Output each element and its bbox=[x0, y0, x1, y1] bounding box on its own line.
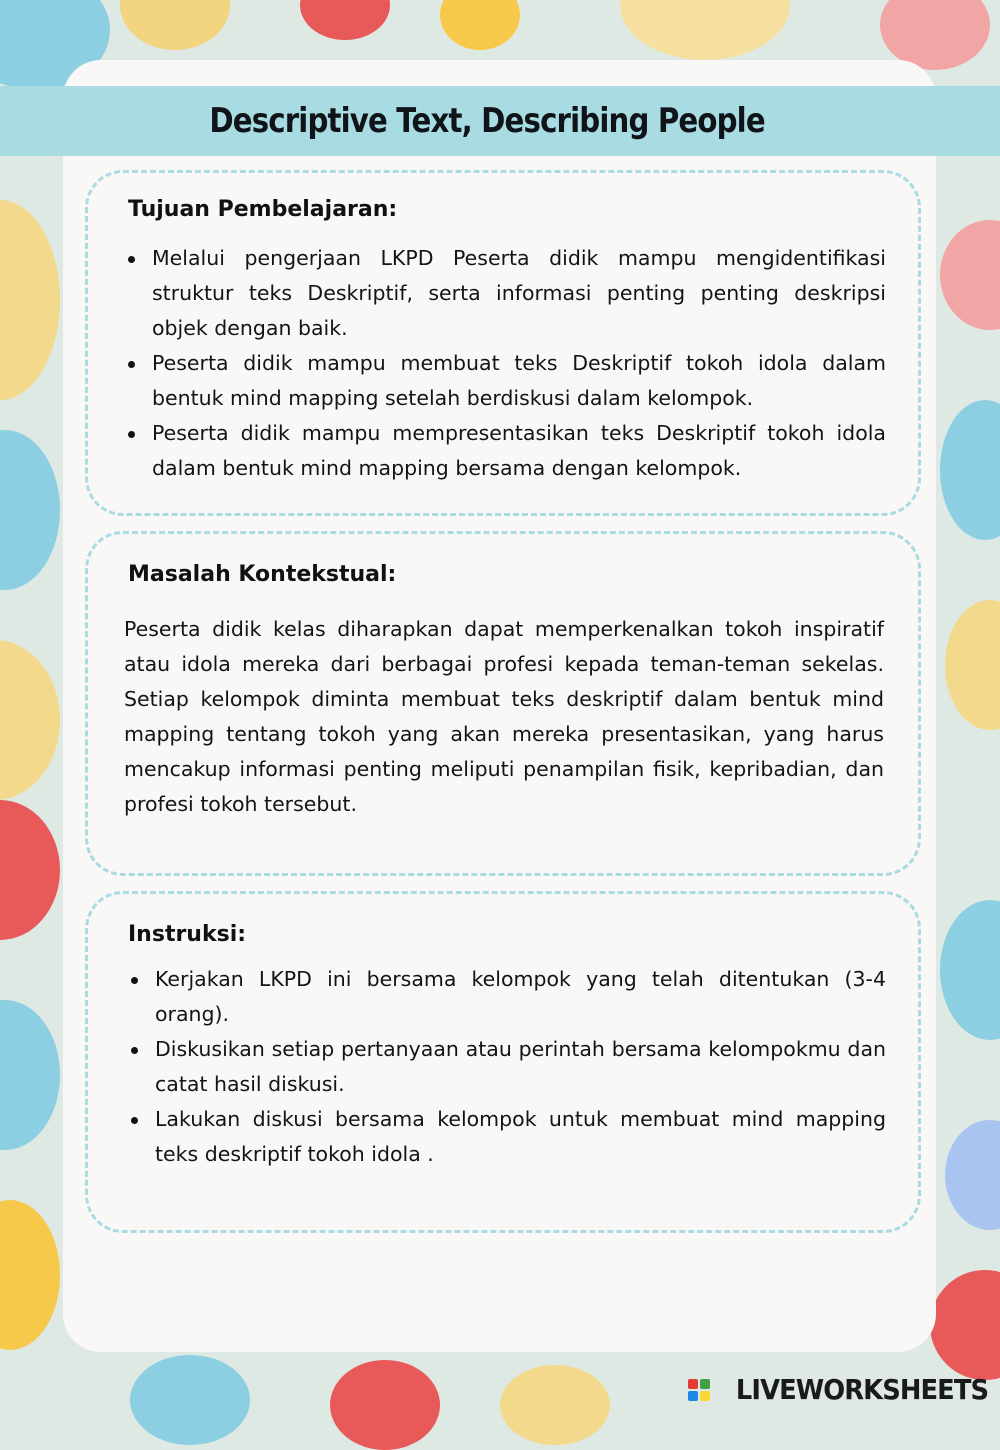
decor-blob bbox=[940, 400, 1000, 540]
decor-blob bbox=[940, 220, 1000, 330]
learning-objectives-list bbox=[128, 241, 886, 486]
logo-square bbox=[688, 1379, 698, 1389]
decor-blob bbox=[930, 1270, 1000, 1380]
decor-blob bbox=[940, 900, 1000, 1040]
decor-blob bbox=[0, 800, 60, 940]
decor-blob bbox=[945, 1120, 1000, 1230]
decor-blob bbox=[945, 600, 1000, 730]
logo-square bbox=[700, 1379, 710, 1389]
list-item: Peserta didik mampu membuat teks Deskriptif tokoh idola dalam bentuk mind mapping setelah berdiskusi dalam kelompok. bbox=[128, 346, 886, 416]
liveworksheets-watermark bbox=[688, 1373, 988, 1406]
decor-blob bbox=[330, 1360, 440, 1450]
decor-blob bbox=[500, 1365, 610, 1445]
list-item: Kerjakan LKPD ini bersama kelompok yang telah ditentukan (3-4 orang). bbox=[131, 962, 886, 1032]
list-item: Peserta didik mampu mempresentasikan teks Deskriptif tokoh idola dalam bentuk mind mapping bersama dengan kelompok. bbox=[128, 416, 886, 486]
logo-square bbox=[700, 1391, 710, 1401]
learning-objectives-box bbox=[85, 170, 921, 516]
instructions-heading: Instruksi: bbox=[128, 922, 247, 947]
contextual-problem-heading: Masalah Kontekstual: bbox=[128, 562, 397, 587]
contextual-problem-text: Peserta didik kelas diharapkan dapat memperkenalkan tokoh inspiratif atau idola mereka dari berbagai profesi kepada teman-teman sekelas. Setiap kelompok diminta membuat teks deskriptif dalam bentuk mind mapping tentang tokoh yang akan mereka presentasikan, yang harus mencakup informasi penting meliputi penampilan fisik, kepribadian, dan profesi tokoh tersebut. bbox=[124, 617, 884, 816]
decor-blob bbox=[120, 0, 230, 50]
decor-blob bbox=[0, 1000, 60, 1150]
decor-blob bbox=[300, 0, 390, 40]
decor-blob bbox=[0, 430, 60, 590]
page-title: Descriptive Text, Describing People bbox=[209, 101, 765, 141]
title-band bbox=[0, 86, 1000, 156]
decor-blob bbox=[0, 640, 60, 800]
list-item: Melalui pengerjaan LKPD Peserta didik mampu mengidentifikasi struktur teks Deskriptif, serta informasi penting penting deskripsi objek dengan baik. bbox=[128, 241, 886, 346]
instructions-list bbox=[131, 962, 886, 1172]
decor-blob bbox=[130, 1355, 250, 1445]
list-item: Diskusikan setiap pertanyaan atau perintah bersama kelompokmu dan catat hasil diskusi. bbox=[131, 1032, 886, 1102]
liveworksheets-logo-icon bbox=[688, 1379, 710, 1401]
learning-objectives-heading: Tujuan Pembelajaran: bbox=[128, 197, 398, 222]
list-item: Lakukan diskusi bersama kelompok untuk membuat mind mapping teks deskriptif tokoh idola . bbox=[131, 1102, 886, 1172]
decor-blob bbox=[0, 200, 60, 400]
instructions-box bbox=[85, 891, 921, 1233]
watermark-text: LIVEWORKSHEETS bbox=[735, 1373, 988, 1406]
decor-blob bbox=[620, 0, 790, 60]
decor-blob bbox=[0, 1200, 60, 1350]
contextual-problem-box bbox=[85, 531, 921, 876]
decor-blob bbox=[440, 0, 520, 50]
logo-square bbox=[688, 1391, 698, 1401]
